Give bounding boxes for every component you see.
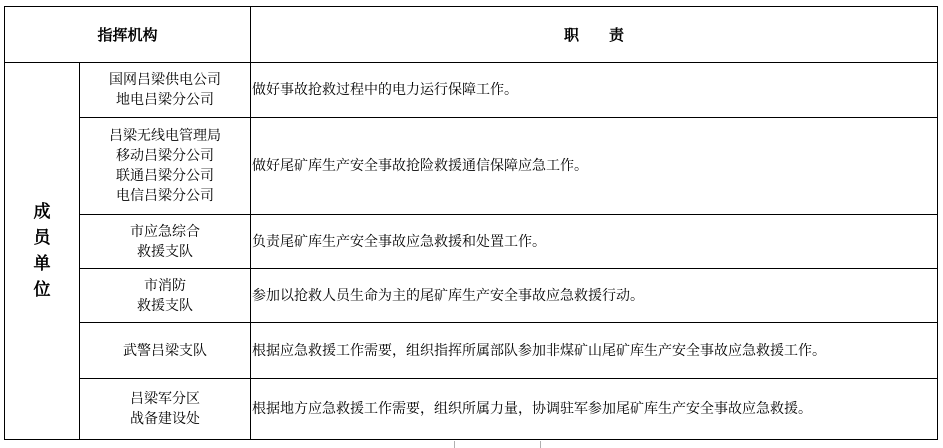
org-line: 市应急综合 bbox=[130, 223, 200, 240]
header-org: 指挥机构 bbox=[5, 7, 251, 63]
org-line: 联通吕梁分公司 bbox=[116, 168, 214, 184]
org-cell bbox=[80, 379, 251, 440]
table-row bbox=[5, 323, 938, 379]
page-edge-mark bbox=[540, 441, 541, 448]
org-cell bbox=[80, 323, 251, 379]
group-label-char: 位 bbox=[33, 280, 51, 300]
table-row bbox=[5, 118, 938, 215]
table-row bbox=[5, 63, 938, 118]
group-label-char: 员 bbox=[33, 228, 51, 248]
header-duty: 职 责 bbox=[251, 7, 938, 63]
duty-cell: 做好尾矿库生产安全事故抢险救援通信保障应急工作。 bbox=[251, 118, 938, 215]
duty-cell: 参加以抢救人员生命为主的尾矿库生产安全事故应急救援行动。 bbox=[251, 269, 938, 323]
header-row bbox=[5, 7, 938, 63]
org-line: 救援支队 bbox=[137, 297, 193, 314]
org-line: 吕梁无线电管理局 bbox=[109, 128, 221, 144]
duty-cell: 负责尾矿库生产安全事故应急救援和处置工作。 bbox=[251, 215, 938, 269]
org-line: 电信吕梁分公司 bbox=[116, 188, 214, 204]
org-cell bbox=[80, 118, 251, 215]
group-label bbox=[5, 63, 80, 440]
org-line: 武警吕梁支队 bbox=[123, 342, 207, 359]
responsibility-table bbox=[4, 6, 938, 440]
org-line: 吕梁军分区 bbox=[130, 391, 200, 407]
org-cell bbox=[80, 215, 251, 269]
table-row bbox=[5, 379, 938, 440]
org-cell bbox=[80, 63, 251, 118]
page-edge-mark bbox=[454, 441, 455, 448]
org-line: 救援支队 bbox=[137, 243, 193, 260]
duty-cell: 做好事故抢救过程中的电力运行保障工作。 bbox=[251, 63, 938, 118]
table-row bbox=[5, 269, 938, 323]
org-line: 国网吕梁供电公司 bbox=[109, 72, 221, 88]
org-line: 市消防 bbox=[144, 277, 186, 294]
group-label-char: 单 bbox=[33, 254, 51, 274]
org-line: 地电吕梁分公司 bbox=[116, 92, 214, 108]
group-label-char: 成 bbox=[33, 202, 51, 222]
duty-cell: 根据地方应急救援工作需要，组织所属力量，协调驻军参加尾矿库生产安全事故应急救援。 bbox=[251, 379, 938, 440]
table-row bbox=[5, 215, 938, 269]
org-cell bbox=[80, 269, 251, 323]
org-line: 战备建设处 bbox=[130, 411, 200, 427]
duty-cell: 根据应急救援工作需要，组织指挥所属部队参加非煤矿山尾矿库生产安全事故应急救援工作。 bbox=[251, 323, 938, 379]
org-line: 移动吕梁分公司 bbox=[116, 148, 214, 164]
